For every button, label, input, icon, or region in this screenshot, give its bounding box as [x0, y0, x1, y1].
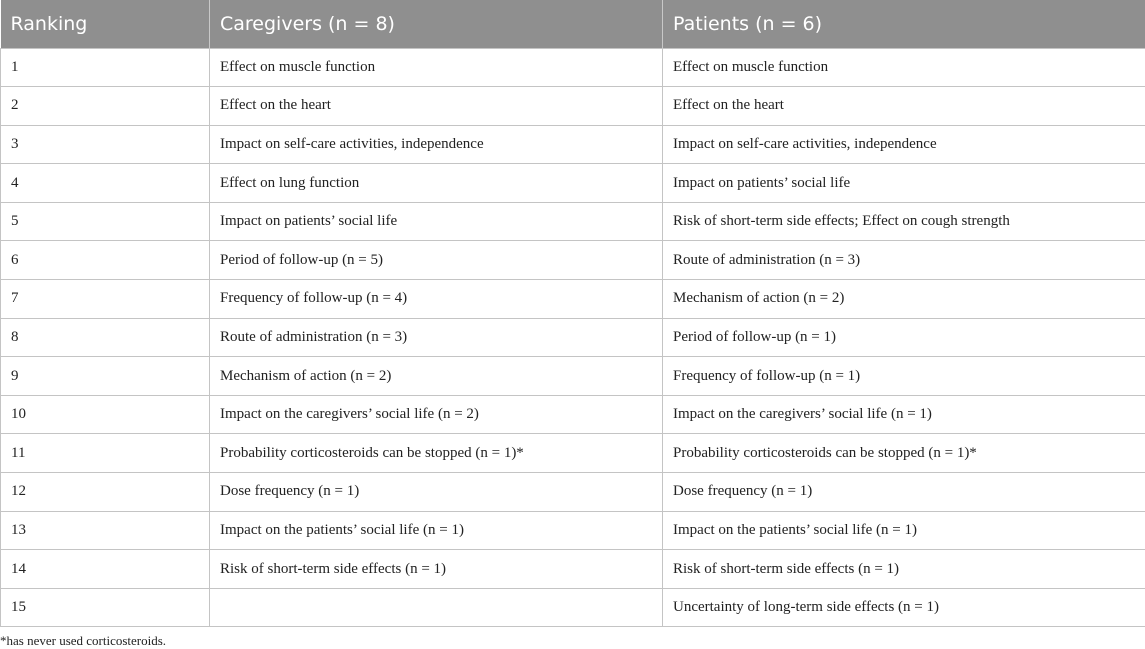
cell-ranking: 11: [1, 434, 210, 473]
header-caregivers: Caregivers (n = 8): [210, 0, 663, 48]
table-row: [1, 48, 1145, 87]
cell-caregivers: Impact on patients’ social life: [210, 202, 663, 241]
cell-caregivers: Effect on muscle function: [210, 48, 663, 87]
table-row: [1, 318, 1145, 357]
cell-caregivers: Route of administration (n = 3): [210, 318, 663, 357]
cell-ranking: 7: [1, 280, 210, 319]
cell-ranking: 5: [1, 202, 210, 241]
cell-ranking: 13: [1, 511, 210, 550]
cell-ranking: 10: [1, 395, 210, 434]
cell-patients: Frequency of follow-up (n = 1): [663, 357, 1145, 396]
table-row: [1, 357, 1145, 396]
cell-patients: Probability corticosteroids can be stopped (n = 1)*: [663, 434, 1145, 473]
table-row: [1, 280, 1145, 319]
cell-caregivers: Frequency of follow-up (n = 4): [210, 280, 663, 319]
cell-caregivers: Impact on the patients’ social life (n = 1): [210, 511, 663, 550]
cell-caregivers: Period of follow-up (n = 5): [210, 241, 663, 280]
cell-caregivers: Impact on the caregivers’ social life (n = 2): [210, 395, 663, 434]
table-row: [1, 588, 1145, 627]
cell-caregivers: Effect on the heart: [210, 87, 663, 126]
table-body: [1, 48, 1145, 627]
table-row: [1, 164, 1145, 203]
cell-ranking: 9: [1, 357, 210, 396]
cell-patients: Impact on the caregivers’ social life (n = 1): [663, 395, 1145, 434]
table-row: [1, 434, 1145, 473]
table-row: [1, 511, 1145, 550]
cell-patients: Effect on the heart: [663, 87, 1145, 126]
cell-ranking: 2: [1, 87, 210, 126]
cell-patients: Route of administration (n = 3): [663, 241, 1145, 280]
table-header-row: [1, 0, 1145, 48]
cell-ranking: 1: [1, 48, 210, 87]
table-row: [1, 87, 1145, 126]
table-row: [1, 550, 1145, 589]
cell-patients: Mechanism of action (n = 2): [663, 280, 1145, 319]
cell-caregivers: [210, 588, 663, 627]
header-patients: Patients (n = 6): [663, 0, 1145, 48]
cell-ranking: 4: [1, 164, 210, 203]
cell-ranking: 3: [1, 125, 210, 164]
cell-caregivers: Probability corticosteroids can be stopped (n = 1)*: [210, 434, 663, 473]
cell-ranking: 15: [1, 588, 210, 627]
cell-patients: Risk of short-term side effects (n = 1): [663, 550, 1145, 589]
cell-caregivers: Mechanism of action (n = 2): [210, 357, 663, 396]
table-row: [1, 125, 1145, 164]
table-row: [1, 473, 1145, 512]
cell-patients: Effect on muscle function: [663, 48, 1145, 87]
cell-patients: Impact on self-care activities, independence: [663, 125, 1145, 164]
cell-patients: Risk of short-term side effects; Effect on cough strength: [663, 202, 1145, 241]
cell-caregivers: Impact on self-care activities, independence: [210, 125, 663, 164]
cell-patients: Uncertainty of long-term side effects (n = 1): [663, 588, 1145, 627]
table-row: [1, 202, 1145, 241]
cell-ranking: 14: [1, 550, 210, 589]
cell-ranking: 6: [1, 241, 210, 280]
table-row: [1, 241, 1145, 280]
cell-ranking: 8: [1, 318, 210, 357]
header-ranking: Ranking: [1, 0, 210, 48]
table-row: [1, 395, 1145, 434]
cell-caregivers: Effect on lung function: [210, 164, 663, 203]
cell-patients: Impact on the patients’ social life (n = 1): [663, 511, 1145, 550]
cell-patients: Period of follow-up (n = 1): [663, 318, 1145, 357]
cell-patients: Impact on patients’ social life: [663, 164, 1145, 203]
cell-caregivers: Risk of short-term side effects (n = 1): [210, 550, 663, 589]
cell-patients: Dose frequency (n = 1): [663, 473, 1145, 512]
table-footnote: *has never used corticosteroids.: [0, 633, 166, 649]
cell-caregivers: Dose frequency (n = 1): [210, 473, 663, 512]
cell-ranking: 12: [1, 473, 210, 512]
